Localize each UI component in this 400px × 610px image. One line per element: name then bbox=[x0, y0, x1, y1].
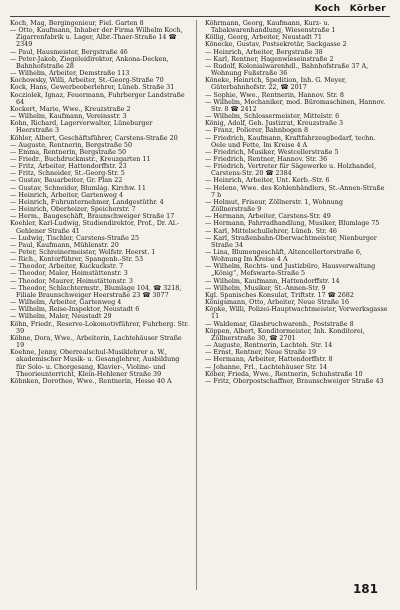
directory-entry: — Heinrich, Arbeiter, Unt. Kerb.-Str. 6 bbox=[205, 176, 330, 185]
column-divider bbox=[196, 20, 197, 590]
directory-entry: — Wilhelm, Kaufmann, Hattendorffstr. 14 bbox=[205, 276, 340, 285]
directory-entry: — Gustav, Bauarbeiter, Gr. Plan 22 bbox=[10, 176, 123, 185]
directory-entry: Kockert, Marie, Wwe., Kreuzstraße 2 bbox=[10, 104, 131, 113]
directory-entry: — Paul, Kaufmann, Mühlenstr. 20 bbox=[10, 240, 119, 249]
directory-entry: — Theodor, Arbeiter, Kuckuckstr. 7 bbox=[10, 262, 124, 271]
directory-entry: — Wilhelm, Musiker, St.-Annen-Str. 9 bbox=[205, 283, 326, 292]
right-column bbox=[205, 20, 388, 385]
directory-entry: — Emma, Rentnerin, Bergstraße 50 bbox=[10, 147, 127, 156]
directory-entry: Kohn, Richard, Lagerverwalter, Lüneburger Heerstraße 3 bbox=[10, 119, 153, 135]
directory-entry: Köneke, Heinrich, Spedition, Inh. G. Meyer, Güterbahnhofstr. 22, ☎ 2017 bbox=[205, 76, 347, 92]
directory-entry: — Wilhelm, Arbeiter, Gartenweg 4 bbox=[10, 298, 122, 307]
directory-entry: König, Adolf, Geh. Justizrat, Kreuzstraße 3 bbox=[205, 119, 344, 128]
directory-entry: — Johanne, Frl., Lachtehäuser Str. 14 bbox=[205, 362, 328, 371]
directory-entry: Köhne, Dora, Wwe., Arbeiterin, Lachtehäuser Straße 19 bbox=[10, 333, 182, 350]
directory-entry: — Theodor, Maurer, Heimstättenstr. 3 bbox=[10, 276, 133, 285]
directory-entry: Köpke, Willi, Polizei-Hauptwachtmeister, Vorwerksgasse 11 bbox=[205, 305, 388, 321]
directory-entry: — Heinrich, Arbeiter, Bergstraße 38 bbox=[205, 47, 323, 56]
running-header bbox=[308, 4, 386, 14]
directory-entry: — Franz, Polierer, Bahnbogen 8 bbox=[205, 126, 309, 135]
directory-entry: — Wilhelm, Mechaniker, mod. Büromaschinen, Hannov. Str. 8 ☎ 2412 bbox=[205, 97, 386, 113]
directory-entry: — Wilhelm, Reise-Inspektor, Neustadt 6 bbox=[10, 305, 140, 314]
page-number: 181 bbox=[352, 582, 378, 596]
directory-entry: — Lina, Blumengeschäft, Altencellertorstraße 6, Wohnung Im Kreise 4 A bbox=[205, 248, 362, 264]
directory-entry: — Ernst, Rentner, Neue Straße 19 bbox=[205, 348, 317, 357]
directory-entry: — Friedrich, Kaufmann, Kraftfahrzeugbedarf, techn. Oele und Fette, Im Kreise 4 A bbox=[205, 133, 376, 149]
directory-entry: Köber, Frieda, Wwe., Rentnerin, Schuhstraße 10 bbox=[205, 369, 363, 378]
directory-entry: — Hermann, Arbeiter, Carstens-Str. 49 bbox=[205, 212, 331, 221]
directory-entry: Köhnken, Dorothee, Wwe., Rentnerin, Hesse 40 A bbox=[10, 376, 172, 385]
directory-entry: — Helmut, Friseur, Zöllnerstr. 1, Wohnung Zöllnerstraße 9 bbox=[205, 197, 344, 214]
directory-entry: Köppen, Albert, Konditormeister, Inh. Konditorei, Zöllnerstraße 30, ☎ 2701 bbox=[205, 326, 365, 342]
directory-entry: Koehler, Karl-Ludwig, Studiendirektor, Prof., Dr. Al.-Gehlener Straße 41 bbox=[10, 219, 180, 235]
directory-entry: — Hermann, Arbeiter, Hattendorffstr. 8 bbox=[205, 355, 333, 364]
directory-entry: — Rudolf, Kolonialwarenhdl., Bahnhofstraße 37 A, Wohnung Fußstraße 36 bbox=[205, 61, 369, 78]
directory-entry: Kock, Hans, Gewerbeoberlehrer, Lüneb. Straße 31 bbox=[10, 83, 175, 92]
directory-entry: — Heinrich, Fuhrunternehmer, Landgestüthr. 4 bbox=[10, 197, 164, 206]
directory-entry: — Karl, Rentner, Hagenwieseinstraße 2 bbox=[205, 54, 334, 63]
directory-entry: — Wilhelm, Rechts- und Justizbüro, Hausverwaltung „König“, Mefswarte-Straße 5 bbox=[205, 262, 376, 278]
directory-entry: — Waldemar, Glasbruchwarenh., Poststraße 8 bbox=[205, 319, 354, 328]
directory-entry: Köhler, Albert, Geschäftsführer, Carstens-Straße 20 bbox=[10, 133, 178, 142]
directory-entry: — Wilhelm, Arbeiter, Demstraße 113 bbox=[10, 69, 130, 78]
directory-entry: Kochowsky, Willi, Arbeiter, St.-Georg-Straße 70 bbox=[10, 76, 164, 85]
directory-entry: Köhn, Friedr., Reserve-Lokomotivführer, Fuhrberg. Str. 39 bbox=[10, 319, 189, 335]
directory-entry: — Friedrich, Rentner, Hannov. Str. 36 bbox=[205, 154, 328, 163]
directory-entry: — Hermann, Fahrradhandlung, Musiker, Blumlage 75 bbox=[205, 219, 380, 228]
directory-entry: — Fritz, Arbeiter, Hattendorffstr. 23 bbox=[10, 162, 127, 171]
directory-entry: Könecke, Gustav, Postsekretär, Sackgasse 2 bbox=[205, 40, 347, 49]
directory-entry: Kocziolek, Ignaz, Feuermann, Fuhrberger Landstraße 64 bbox=[10, 90, 185, 106]
header-rule bbox=[10, 16, 390, 17]
directory-entry: — Sophie, Wwe., Rentnerin, Hannov. Str. 8 bbox=[205, 90, 344, 99]
directory-entry: — Otto, Kaufmann, Inhaber der Firma Wilhelm Koch, Zigarrenfabrik u. Lager, Albr.-Thaer-Straße 14 ☎ 2349 bbox=[10, 26, 183, 49]
directory-entry: — Heinrich, Arbeiter, Gartenweg 4 bbox=[10, 190, 124, 199]
directory-entry: — Paul, Hausmeister, Bergstraße 46 bbox=[10, 47, 128, 56]
directory-entry: — Gustav, Schneider, Blumlág. Kirchw. 11 bbox=[10, 183, 146, 192]
header-first-name: Koch bbox=[314, 4, 341, 14]
directory-entry: — Fritz, Oberpostschaffner, Braunschweiger Straße 43 bbox=[205, 376, 384, 385]
left-column bbox=[10, 20, 190, 385]
header-last-name: Körber bbox=[349, 4, 386, 14]
directory-entry: — Auguste, Rentnerin, Bergstraße 50 bbox=[10, 140, 133, 149]
directory-entry: — Wilhelm, Maler, Neustadt 29 bbox=[10, 312, 112, 321]
directory-entry: — Peter, Schreinermeister, Welfstr. Heerst. 1 bbox=[10, 248, 156, 256]
directory-entry: — Wilhelm, Kaufmann, Vereinsstr. 3 bbox=[10, 112, 127, 121]
directory-entry: Kgl. Spanisches Konsulat, Triftstr. 17 ☎ 2682 bbox=[205, 290, 354, 299]
directory-entry: Köllig, Georg, Arbeiter, Neustadt 71 bbox=[205, 33, 322, 42]
directory-entry: — Helene, Wwe. des Kohlenhändlers, St.-Annen-Straße 7 b bbox=[205, 183, 385, 199]
directory-entry: — Wilhelm, Schlossermeister, Mittelstr. 6 bbox=[205, 112, 340, 121]
directory-entry: Köhrmann, Georg, Kaufmann, Kurz- u. Tabakwarenhandlung, Wiesenstraße 1 bbox=[205, 19, 336, 35]
directory-entry: — Ludwig, Tischler, Carstens-Straße 25 bbox=[10, 233, 140, 242]
directory-entry: — Peter-Jakob, Ziegeleidirektor, Ankona-Decken, Bahnhofstraße 28 bbox=[10, 54, 169, 70]
directory-entry: — Rich., Kontorführer, Spangenb.-Str. 53 bbox=[10, 255, 144, 264]
directory-entry: — Friedr., Buchdruckmstr., Kreuzgarten 11 bbox=[10, 154, 151, 163]
directory-entry: — Fritz, Schneider, St.-Georg-Str. 5 bbox=[10, 169, 125, 178]
directory-entry: — Herm., Baugeschäft, Braunschweiger Straße 17 bbox=[10, 212, 175, 221]
directory-entry: — Karl, Straßenbahn-Oberwachtmeister, Nienburger Straße 34 bbox=[205, 233, 377, 249]
directory-entry: — Karl, Mittelschullehrer, Lüneb. Str. 46 bbox=[205, 226, 337, 235]
directory-entry: — Theodor, Schlachtermstr., Blumlage 104, ☎ 3218, Filiale Braunschweiger Heerstraße 23 ☎ 3077 bbox=[10, 283, 182, 299]
directory-entry: Königsmann, Otto, Arbeiter, Neue Straße 16 bbox=[205, 298, 350, 307]
directory-entry: — Friedrich, Vertreter für Sägewerke u. Holzhandel, Carstens-Str. 20 ☎ 2384 bbox=[205, 162, 377, 178]
directory-entry: — Theodor, Maler, Heimstättenstr. 3 bbox=[10, 269, 128, 278]
directory-entry: Koehne, Jenny, Oberrealschul-Musiklehrer a. W., akademischer Musik- u. Gesanglehrer, Ausbildung für Solo- u. Chorgesang, Klavier-, Violine- und Theorieunterricht, Klein-Hehlener Straße 39 bbox=[10, 348, 180, 378]
directory-entry: — Heinrich, Oberheizer, Speicherstr. 7 bbox=[10, 205, 136, 214]
directory-entry: Koch, Mag, Bergingenieur, Fiel. Garten 8 bbox=[10, 19, 144, 27]
directory-entry: — Friedrich, Musiker, Westcellerstraße 5 bbox=[205, 147, 339, 156]
directory-entry: — Auguste, Rentnerin, Lachteh. Str. 14 bbox=[205, 341, 333, 350]
